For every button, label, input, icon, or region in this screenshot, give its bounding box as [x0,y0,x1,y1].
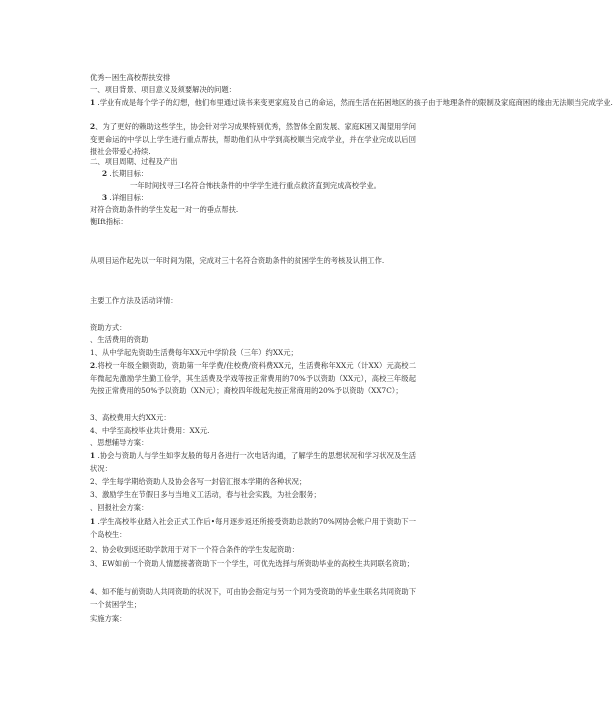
return-item-1-text: .学生高校毕业踏入社会正式工作后•每月逐步返还所接受资助总款的70%网协会帐户用于资助下一个岛校生： [90,517,416,539]
return-heading: 、回报社会方案： [90,503,149,512]
counseling-item-1-text: .协会与资助人与学生如孪友般的每月各进行一次电话沟通，了解学生的思想状况和学习状况及生活状况： [90,451,416,473]
funding-item-1: 1、从中学起先资助生活费每年XX元中学阶段（三年）约XX元； [90,348,298,357]
detailed-goal-number: 3 [102,193,108,202]
long-term-goal-number: 2 [102,169,108,178]
counseling-item-1-number: 1 [90,451,96,460]
detailed-goal [90,193,416,202]
counseling-item-2: 2、学生每学期给资助人及协会各写一封倍汇报本学期的各种状况； [90,477,307,486]
counseling-heading: 、思想辅导方案： [90,438,149,447]
return-item-1 [90,516,416,542]
funding-item-3: 3、高校费用大约XX元： [90,413,171,422]
section-heading-cycle: 二、项目周期、过程及产出 [90,157,178,166]
return-item-4: 4、如不能与前资助人共同资助的状况下，可由协会指定与另一个同为受资助的毕业生联名共同资助下一个贫困学生； [90,587,416,609]
funding-item-4: 4、中学至高校毕业共计费用：XX元. [90,426,210,435]
doc-title: 优秀ー困生高校帮扶安排 [90,73,171,82]
detailed-goal-label: .详细目标： [107,193,149,202]
paragraph-2-number: 2 [90,122,96,131]
long-term-goal-label: .长期目标： [107,169,149,178]
living-fee-heading: 、生活费用的资助 [90,335,149,344]
funding-method-heading: 资助方式： [90,323,127,332]
funding-item-2 [90,360,416,410]
return-item-3: 3、EW如前一个资助人情愿接著资助下一个学生，可优先选择与所资助毕业的高校生共同联名资助； [90,559,414,568]
long-term-goal-text: 一年时间找寻三I名符合怖扶条件的中学学生进行重点救济直到完成高校学业。 [130,181,381,190]
return-item-2: 2、协会收到返还助学款用于对下一个符合条件的学生发起资助： [90,545,299,554]
paragraph-1 [90,98,613,107]
funding-item-2-number: 2 [90,361,96,370]
funding-item-2-text: .将校一年级全额资助，资助第一年学费/住校费/资科费XX元，生活费称年XX元（计XX）元高校二年微起先激励学生勤工俭学，其生活费及学戏等按正常费用的70%予以资助（XX元），高校三年级起先按正常费用的50%予以资助（XN元）；裔校四年级起先按正常商用的20%予以资助（XX7C）； [90,361,416,395]
long-term-goal [90,169,416,178]
metric-label: 衡Ift指标： [90,217,128,226]
counseling-item-1 [90,450,416,476]
detailed-goal-text: 对符合资助条件的学生发起一对一的垂点帮扶. [90,205,239,214]
paragraph-1-text: .学业有成是每个学子的幻想，他们布里通过读书来变更家庭及自己的命运，然而生活在拓困地区的孩子由于地理条件的限制及家庭商困的缘由无法顺当完成学业. [95,98,613,107]
section-heading-background: 一、项目背景、项目意义及须要解决的问题： [90,85,236,94]
paragraph-2 [90,121,416,157]
paragraph-2-text: 、为了更好的赖助这些学生，协会针对学习成果特别优秀，然智体全面发展、家庭K困又渴望用学问变更命运的中学以上学生进行重点帮扶，帮助他们从中学到高校顺当完成学业，并在学业完成以后回报社会带爱心持续. [90,122,416,156]
paragraph-1-number: 1 [90,98,96,107]
implementation-heading: 实施方案： [90,614,127,623]
return-item-1-number: 1 [90,517,96,526]
methods-heading: 主要工作方法及活动详情： [90,296,178,305]
counseling-item-3: 3、激励学生在节假日多与当地义工活动，春与社会实践，为社会服务； [90,490,321,499]
timeline-paragraph: 从项目运作起先以一年时间为限，完成对三十名符合资助条件的贫困学生的考核及认捐工作. [90,256,385,265]
